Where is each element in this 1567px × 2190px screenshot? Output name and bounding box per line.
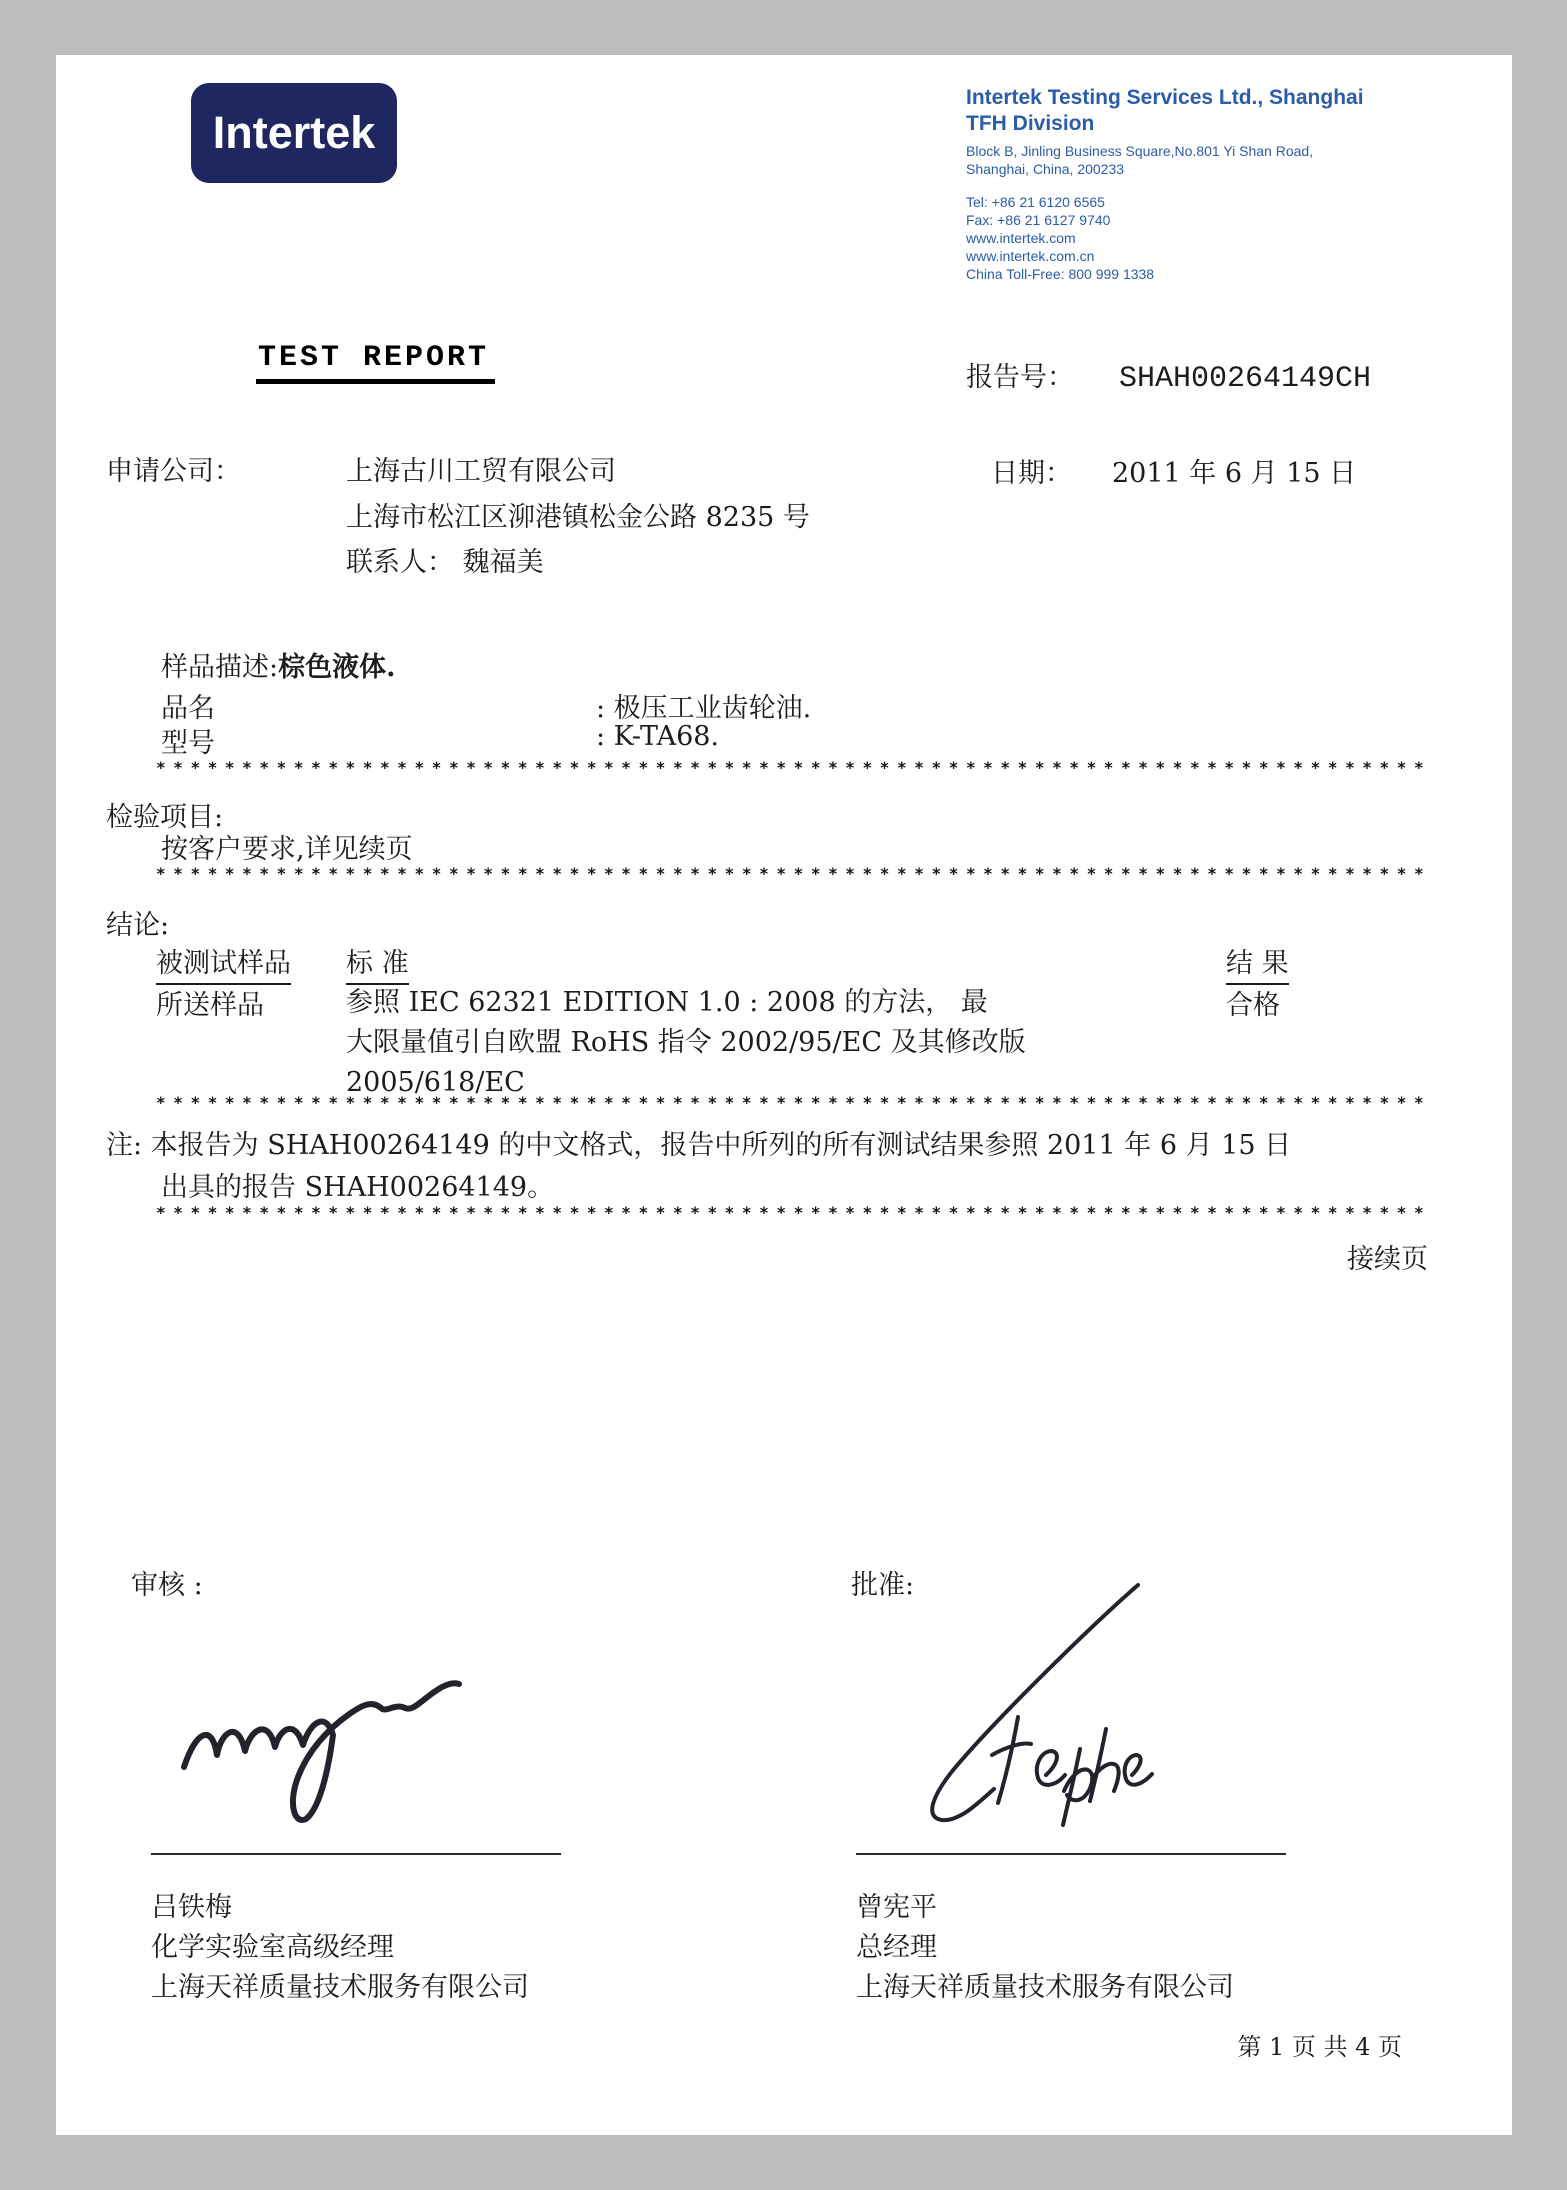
reviewer-company: 上海天祥质量技术服务有限公司 bbox=[151, 1972, 529, 2003]
company-tel: Tel: +86 21 6120 6565 bbox=[966, 194, 1105, 210]
company-fax: Fax: +86 21 6127 9740 bbox=[966, 212, 1111, 228]
date-label: 日期： bbox=[991, 458, 1072, 489]
note-line-2: 出具的报告 SHAH00264149。 bbox=[161, 1172, 555, 1203]
report-number-value: SHAH00264149CH bbox=[1119, 362, 1372, 396]
table-header-sample: 被测试样品 bbox=[156, 941, 291, 985]
reviewer-title: 化学实验室高级经理 bbox=[151, 1932, 394, 1963]
model-label: 型号 bbox=[161, 728, 215, 759]
separator-line-1: ************************************************************************** bbox=[156, 758, 1432, 777]
date-row bbox=[991, 451, 1356, 490]
continue-page-note: 接续页 bbox=[1347, 1244, 1428, 1275]
applicant-label: 申请公司： bbox=[106, 456, 241, 487]
product-name-value: : 极压工业齿轮油. bbox=[596, 693, 812, 724]
reviewer-signature bbox=[176, 1645, 466, 1835]
review-label: 审核 : bbox=[131, 1570, 203, 1601]
report-number-label: 报告号： bbox=[966, 362, 1074, 393]
approver-signature bbox=[866, 1577, 1166, 1842]
standard-line-2: 大限量值引自欧盟 RoHS 指令 2002/95/EC 及其修改版 bbox=[346, 1027, 1026, 1058]
report-title: TEST REPORT bbox=[256, 341, 495, 384]
separator-line-2: ************************************************************************** bbox=[156, 864, 1432, 883]
applicant-row bbox=[106, 449, 616, 488]
table-cell-result: 合格 bbox=[1226, 990, 1280, 1021]
approve-label: 批准: bbox=[851, 1570, 915, 1601]
report-number-row bbox=[966, 355, 1371, 396]
company-tollfree: China Toll-Free: 800 999 1338 bbox=[966, 266, 1155, 282]
note-line-1: 注: 本报告为 SHAH00264149 的中文格式，报告中所列的所有测试结果参照 2011 年 6 月 15 日 bbox=[106, 1130, 1292, 1161]
sample-description-row bbox=[161, 645, 396, 684]
table-header-result: 结 果 bbox=[1226, 941, 1289, 985]
applicant-contact: 联系人： 魏福美 bbox=[346, 547, 544, 578]
table-cell-sample: 所送样品 bbox=[156, 990, 264, 1021]
sample-description-label: 样品描述: bbox=[161, 652, 279, 683]
separator-line-3: ************************************************************************** bbox=[156, 1093, 1432, 1112]
company-address-line2: Shanghai, China, 200233 bbox=[966, 161, 1125, 177]
intertek-logo bbox=[191, 83, 397, 183]
intertek-logo-text: Intertek bbox=[212, 107, 376, 158]
approver-company: 上海天祥质量技术服务有限公司 bbox=[856, 1972, 1234, 2003]
document-page bbox=[56, 55, 1512, 2135]
reviewer-signature-line bbox=[151, 1853, 561, 1855]
model-value: : K-TA68. bbox=[596, 721, 720, 752]
test-items-label: 检验项目: bbox=[106, 802, 224, 833]
page-number: 第 1 页 共 4 页 bbox=[1237, 2033, 1402, 2061]
date-value: 2011 年 6 月 15 日 bbox=[1112, 458, 1357, 489]
conclusion-label: 结论: bbox=[106, 910, 170, 941]
product-name-label: 品名 bbox=[161, 693, 215, 724]
applicant-address: 上海市松江区泖港镇松金公路 8235 号 bbox=[346, 502, 810, 533]
sample-description-value: 棕色液体. bbox=[278, 652, 396, 683]
table-cell-standard bbox=[346, 983, 1216, 1103]
company-contact bbox=[966, 193, 1514, 283]
approver-name: 曾宪平 bbox=[856, 1892, 937, 1923]
standard-line-1: 参照 IEC 62321 EDITION 1.0 : 2008 的方法， 最 bbox=[346, 987, 988, 1018]
company-title-line2: TFH Division bbox=[966, 112, 1095, 135]
standard-line-3: 2005/618/EC bbox=[346, 1067, 525, 1098]
company-website: www.intertek.com bbox=[966, 230, 1076, 246]
reviewer-name: 吕铁梅 bbox=[151, 1892, 232, 1923]
approver-signature-line bbox=[856, 1853, 1286, 1855]
company-title-line1: Intertek Testing Services Ltd., Shanghai bbox=[966, 86, 1364, 109]
company-address bbox=[966, 142, 1514, 178]
separator-line-4: ************************************************************************** bbox=[156, 1203, 1432, 1222]
table-header-standard: 标 准 bbox=[346, 941, 409, 985]
company-title bbox=[966, 85, 1514, 137]
company-header bbox=[966, 85, 1514, 283]
company-website-cn: www.intertek.com.cn bbox=[966, 248, 1095, 264]
test-items-value: 按客户要求,详见续页 bbox=[161, 834, 413, 865]
company-address-line1: Block B, Jinling Business Square,No.801 Yi Shan Road, bbox=[966, 143, 1314, 159]
applicant-name: 上海古川工贸有限公司 bbox=[346, 456, 616, 487]
approver-title: 总经理 bbox=[856, 1932, 937, 1963]
